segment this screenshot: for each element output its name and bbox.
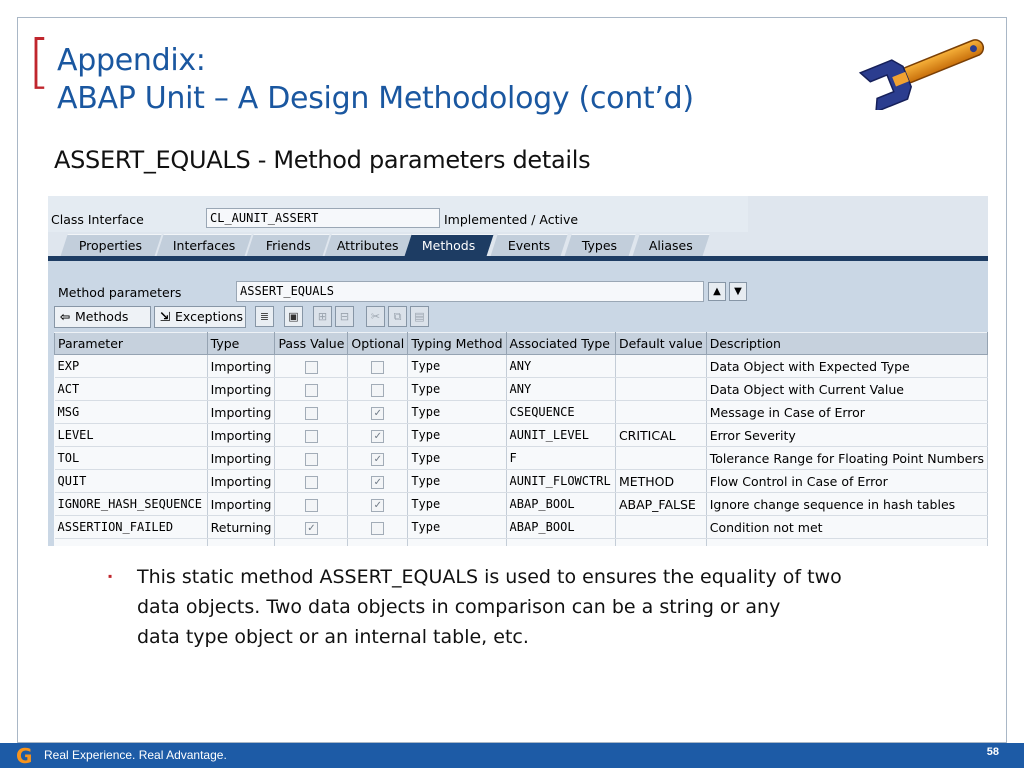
associated-type-cell[interactable]: F [506,447,615,470]
optional-cell [348,424,408,447]
pass-value-cell [275,378,348,401]
optional-checkbox[interactable] [371,384,384,397]
col-header-optional[interactable]: Optional [348,333,408,355]
bullet-line-1: This static method ASSERT_EQUALS is used to ensures the equality of two [137,566,842,588]
type-cell[interactable]: Importing [207,378,275,401]
default-value-cell[interactable] [615,378,706,401]
copy-icon[interactable]: ⧉ [388,306,407,327]
exceptions-icon: ⇲ [159,309,171,324]
title-line-1: Appendix: [57,43,206,78]
detail-view-icon[interactable]: ≣ [255,306,274,327]
subtitle: ASSERT_EQUALS - Method parameters details [54,146,591,174]
delete-row-icon[interactable]: ⊟ [335,306,354,327]
default-value-cell[interactable] [615,516,706,539]
footer-tagline: Real Experience. Real Advantage. [44,748,227,762]
tab-friends[interactable]: Friends [246,234,329,257]
col-header-type[interactable]: Type [207,333,275,355]
empty-cell [275,539,348,547]
col-header-default-value[interactable]: Default value [615,333,706,355]
pass-value-checkbox[interactable]: ✓ [305,522,318,535]
optional-checkbox[interactable]: ✓ [371,453,384,466]
description-cell[interactable]: Data Object with Current Value [706,378,987,401]
class-interface-field[interactable]: CL_AUNIT_ASSERT [206,208,440,228]
optional-checkbox[interactable] [371,361,384,374]
optional-cell [348,401,408,424]
col-header-description[interactable]: Description [706,333,987,355]
typing-method-cell[interactable]: Type [408,378,506,401]
method-parameters-field[interactable]: ASSERT_EQUALS [236,281,704,302]
table-row[interactable] [55,424,988,447]
bullet-marker: ▪ [108,569,113,583]
bullet-text [137,562,947,652]
associated-type-cell[interactable]: ANY [506,378,615,401]
tab-properties[interactable]: Properties [60,234,161,257]
col-header-parameter[interactable]: Parameter [55,333,208,355]
parameter-cell[interactable]: MSG [55,401,208,424]
optional-checkbox[interactable]: ✓ [371,430,384,443]
pass-value-cell [275,470,348,493]
pass-value-cell [275,401,348,424]
slide-title [57,42,694,118]
empty-cell [615,539,706,547]
parameters-table [54,332,988,546]
paste-icon[interactable]: ▤ [410,306,429,327]
pass-value-checkbox[interactable] [305,476,318,489]
optional-cell [348,355,408,378]
typing-method-cell[interactable]: Type [408,424,506,447]
associated-type-cell[interactable]: AUNIT_FLOWCTRL [506,470,615,493]
empty-cell [706,539,987,547]
pass-value-checkbox[interactable] [305,430,318,443]
cut-icon[interactable]: ✂ [366,306,385,327]
table-row[interactable] [55,493,988,516]
typing-method-cell[interactable]: Type [408,447,506,470]
type-cell[interactable]: Returning [207,516,275,539]
description-cell[interactable]: Message in Case of Error [706,401,987,424]
tab-attributes[interactable]: Attributes [324,234,411,257]
tab-methods[interactable]: Methods [404,234,493,257]
associated-type-cell[interactable]: ABAP_BOOL [506,516,615,539]
pass-value-checkbox[interactable] [305,384,318,397]
typing-method-cell[interactable]: Type [408,493,506,516]
empty-cell [55,539,208,547]
typing-method-cell[interactable]: Type [408,470,506,493]
default-value-cell[interactable]: ABAP_FALSE [615,493,706,516]
back-arrow-icon: ⇦ [59,309,71,324]
bullet-line-2: data objects. Two data objects in comparison can be a string or any [137,596,781,618]
optional-checkbox[interactable]: ✓ [371,499,384,512]
sap-screenshot [48,196,988,546]
page-number: 58 [986,746,999,758]
default-value-cell[interactable]: CRITICAL [615,424,706,447]
tab-strip [48,232,748,256]
description-cell[interactable]: Data Object with Expected Type [706,355,987,378]
parameter-cell[interactable]: EXP [55,355,208,378]
empty-cell [207,539,275,547]
optional-checkbox[interactable]: ✓ [371,476,384,489]
arrow-down-icon[interactable]: ▼ [729,282,747,301]
type-cell[interactable]: Importing [207,447,275,470]
parameter-cell[interactable]: ASSERTION_FAILED [55,516,208,539]
table-row[interactable] [55,401,988,424]
save-icon[interactable]: ▣ [284,306,303,327]
class-interface-label: Class Interface [51,212,144,227]
type-cell[interactable]: Importing [207,493,275,516]
empty-cell [408,539,506,547]
optional-checkbox[interactable] [371,522,384,535]
optional-cell [348,447,408,470]
description-cell[interactable]: Ignore change sequence in hash tables [706,493,987,516]
status-text: Implemented / Active [444,212,579,227]
empty-cell [348,539,408,547]
pass-value-checkbox[interactable] [305,407,318,420]
arrow-up-icon[interactable]: ▲ [708,282,726,301]
empty-cell [506,539,615,547]
methods-button[interactable]: ⇦ Methods [54,306,151,328]
type-cell[interactable]: Importing [207,355,275,378]
insert-row-icon[interactable]: ⊞ [313,306,332,327]
pass-value-cell [275,516,348,539]
description-cell[interactable]: Flow Control in Case of Error [706,470,987,493]
tab-interfaces[interactable]: Interfaces [156,234,251,257]
table-row[interactable] [55,447,988,470]
description-cell[interactable]: Condition not met [706,516,987,539]
optional-cell [348,516,408,539]
associated-type-cell[interactable]: CSEQUENCE [506,401,615,424]
parameter-cell[interactable]: IGNORE_HASH_SEQUENCE [55,493,208,516]
tab-types[interactable]: Types [564,234,635,257]
title-bracket: [ [28,27,51,95]
pass-value-cell [275,424,348,447]
optional-checkbox[interactable]: ✓ [371,407,384,420]
bullet-line-3: data type object or an internal table, etc. [137,626,529,648]
default-value-cell[interactable] [615,355,706,378]
tab-aliases[interactable]: Aliases [632,234,709,257]
table-row[interactable] [55,516,988,539]
default-value-cell[interactable]: METHOD [615,470,706,493]
table-body [55,355,988,547]
type-cell[interactable]: Importing [207,470,275,493]
table-header-row [55,333,988,355]
col-header-associated-type[interactable]: Associated Type [506,333,615,355]
parameter-cell[interactable]: LEVEL [55,424,208,447]
type-cell[interactable]: Importing [207,424,275,447]
pass-value-cell [275,493,348,516]
method-parameters-label: Method parameters [58,285,182,300]
associated-type-cell[interactable]: ANY [506,355,615,378]
default-value-cell[interactable] [615,447,706,470]
pass-value-checkbox[interactable] [305,361,318,374]
optional-cell [348,378,408,401]
table-row[interactable] [55,378,988,401]
associated-type-cell[interactable]: ABAP_BOOL [506,493,615,516]
company-logo: G [16,744,33,768]
description-cell[interactable]: Error Severity [706,424,987,447]
pass-value-cell [275,447,348,470]
table-row[interactable] [55,355,988,378]
pass-value-checkbox[interactable] [305,453,318,466]
optional-cell [348,470,408,493]
parameter-cell[interactable]: ACT [55,378,208,401]
parameter-cell[interactable]: QUIT [55,470,208,493]
typing-method-cell[interactable]: Type [408,355,506,378]
exceptions-button[interactable]: ⇲ Exceptions [154,306,246,328]
associated-type-cell[interactable]: AUNIT_LEVEL [506,424,615,447]
wrench-icon [858,30,994,110]
col-header-typing-method[interactable]: Typing Method [408,333,506,355]
typing-method-cell[interactable]: Type [408,401,506,424]
pass-value-checkbox[interactable] [305,499,318,512]
title-line-2: ABAP Unit – A Design Methodology (cont’d) [57,81,694,116]
parameter-cell[interactable]: TOL [55,447,208,470]
description-cell[interactable]: Tolerance Range for Floating Point Numbers [706,447,987,470]
optional-cell [348,493,408,516]
table-row[interactable] [55,470,988,493]
default-value-cell[interactable] [615,401,706,424]
table-row-empty [55,539,988,547]
pass-value-cell [275,355,348,378]
tab-events[interactable]: Events [490,234,567,257]
type-cell[interactable]: Importing [207,401,275,424]
col-header-pass-value[interactable]: Pass Value [275,333,348,355]
typing-method-cell[interactable]: Type [408,516,506,539]
